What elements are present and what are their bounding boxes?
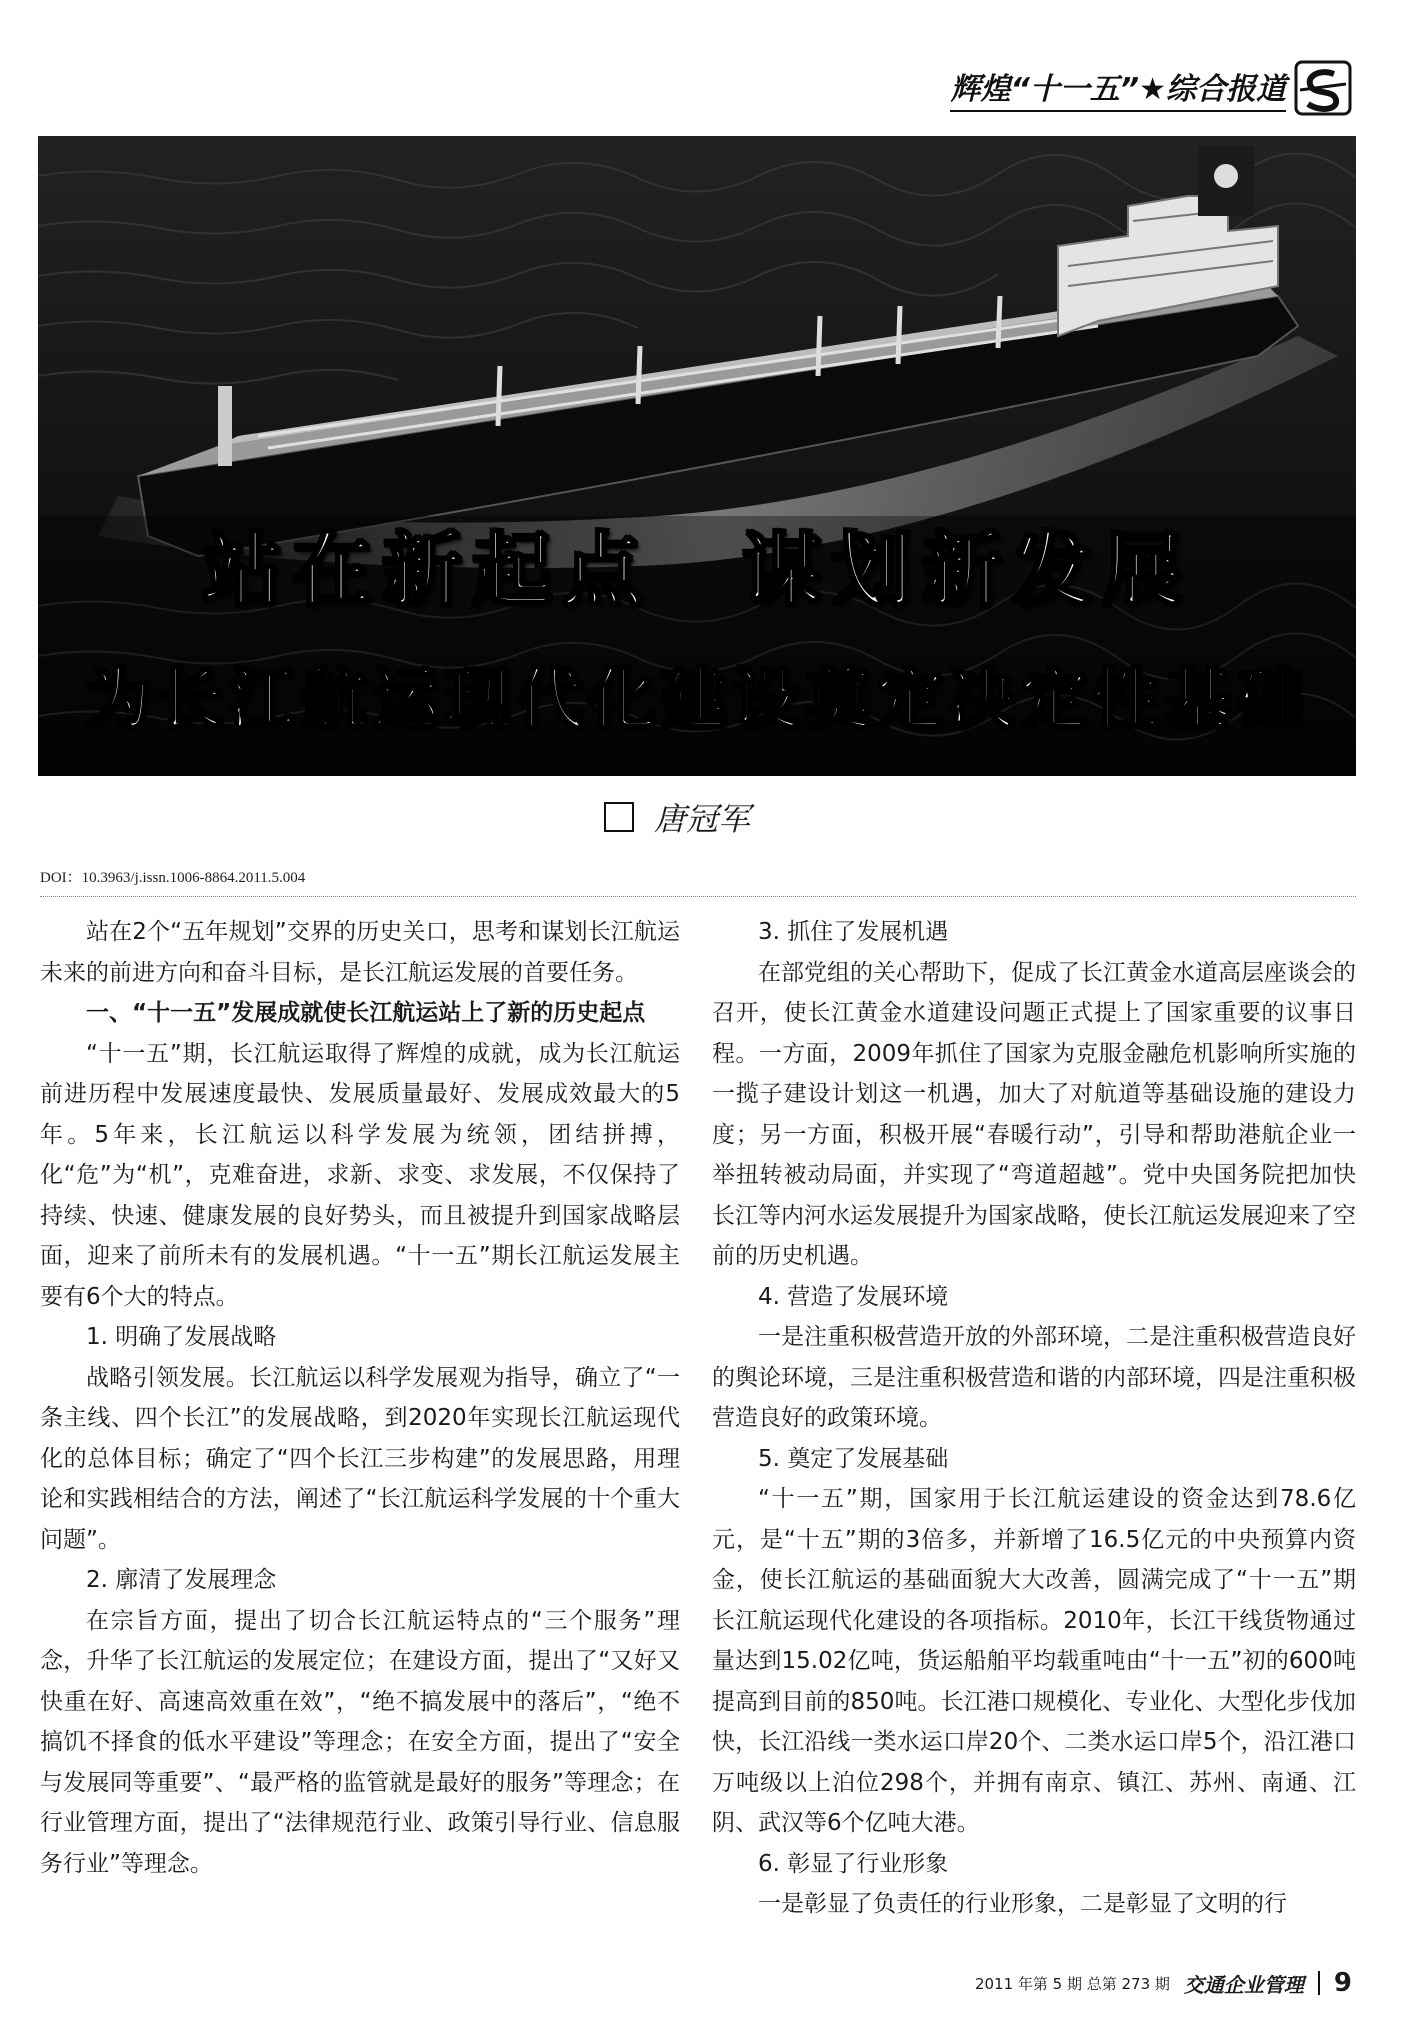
page-number: 9 (1333, 1968, 1352, 1998)
footer-separator (1318, 1971, 1320, 1995)
page-footer (975, 1968, 1352, 1998)
section-heading: 一、“十一五”发展成就使长江航运站上了新的历史起点 (86, 1000, 646, 1026)
paragraph: 战略引领发展。长江航运以科学发展观为指导，确立了“一条主线、四个长江”的发展战略，到2020年实现长江航运现代化的总体目标；确定了“四个长江三步构建”的发展思路，用理论和实践相结合的方法，阐述了“长江航运科学发展的十个重大问题”。 (40, 1364, 680, 1553)
headline-subtitle: 为长江航运现代化建设奠定决定性基础 (85, 661, 1309, 738)
divider (40, 896, 1356, 897)
footer-journal: 交通企业管理 (1183, 1972, 1304, 1997)
subsection-heading: 4. 营造了发展环境 (758, 1283, 949, 1310)
subsection-heading: 3. 抓住了发展机遇 (758, 919, 949, 945)
hero-image (38, 136, 1356, 776)
square-marker-icon (604, 802, 634, 832)
subsection-heading: 6. 彰显了行业形象 (758, 1850, 949, 1877)
subsection-heading: 1. 明确了发展战略 (86, 1324, 277, 1350)
doi-line: DOI：10.3963/j.issn.1006-8864.2011.5.004 (40, 870, 306, 886)
journal-logo-icon (1294, 60, 1352, 116)
subsection-heading: 5. 奠定了发展基础 (758, 1445, 949, 1472)
left-column (40, 912, 680, 1884)
subsection-heading: 2. 廓清了发展理念 (86, 1567, 277, 1593)
paragraph: 一是彰显了负责任的行业形象，二是彰显了文明的行 (758, 1891, 1287, 1917)
section-header (950, 60, 1352, 116)
headline-title: 站在新起点 谋划新发展 (202, 524, 1192, 617)
paragraph: 在部党组的关心帮助下，促成了长江黄金水道高层座谈会的召开，使长江黄金水道建设问题正式提上了国家重要的议事日程。一方面，2009年抓住了国家为克服金融危机影响所实施的一揽子建设计划这一机遇，加大了对航道等基础设施的建设力度；另一方面，积极开展“春暖行动”，引导和帮助港航企业一举扭转被动局面，并实现了“弯道超越”。党中央国务院把加快长江等内河水运发展提升为国家战略，使长江航运发展迎来了空前的历史机遇。 (712, 959, 1356, 1269)
section-title: 辉煌“十一五”★综合报道 (950, 64, 1286, 112)
paragraph: 站在2个“五年规划”交界的历史关口，思考和谋划长江航运未来的前进方向和奋斗目标，是长江航运发展的首要任务。 (40, 919, 680, 986)
right-column (712, 912, 1356, 1925)
byline (604, 794, 750, 840)
footer-issue: 2011 年第 5 期 总第 273 期 (974, 1974, 1170, 1993)
author-name: 唐冠军 (654, 800, 751, 838)
paragraph: “十一五”期，长江航运取得了辉煌的成就，成为长江航运前进历程中发展速度最快、发展质量最好、发展成效最大的5年。5年来，长江航运以科学发展为统领，团结拼搏，化“危”为“机”，克难奋进，求新、求变、求发展，不仅保持了持续、快速、健康发展的良好势头，而且被提升到国家战略层面，迎来了前所未有的发展机遇。“十一五”期长江航运发展主要有6个大的特点。 (40, 1040, 680, 1310)
paragraph: 在宗旨方面，提出了切合长江航运特点的“三个服务”理念，升华了长江航运的发展定位；在建设方面，提出了“又好又快重在好、高速高效重在效”，“绝不搞发展中的落后”，“绝不搞饥不择食的低水平建设”等理念；在安全方面，提出了“安全与发展同等重要”、“最严格的监管就是最好的服务”等理念；在行业管理方面，提出了“法律规范行业、政策引导行业、信息服务行业”等理念。 (40, 1607, 680, 1877)
paragraph: 一是注重积极营造开放的外部环境，二是注重积极营造良好的舆论环境，三是注重积极营造和谐的内部环境，四是注重积极营造良好的政策环境。 (712, 1324, 1356, 1431)
paragraph: “十一五”期，国家用于长江航运建设的资金达到78.6亿元，是“十五”期的3倍多，并新增了16.5亿元的中央预算内资金，使长江航运的基础面貌大大改善，圆满完成了“十一五”期长江航运现代化建设的各项指标。2010年，长江干线货物通过量达到15.02亿吨，货运船舶平均载重吨由“十一五”初的600吨提高到目前的850吨。长江港口规模化、专业化、大型化步伐加快，长江沿线一类水运口岸20个、二类水运口岸5个，沿江港口万吨级以上泊位298个，并拥有南京、镇江、苏州、南通、江阴、武汉等6个亿吨大港。 (712, 1486, 1356, 1836)
